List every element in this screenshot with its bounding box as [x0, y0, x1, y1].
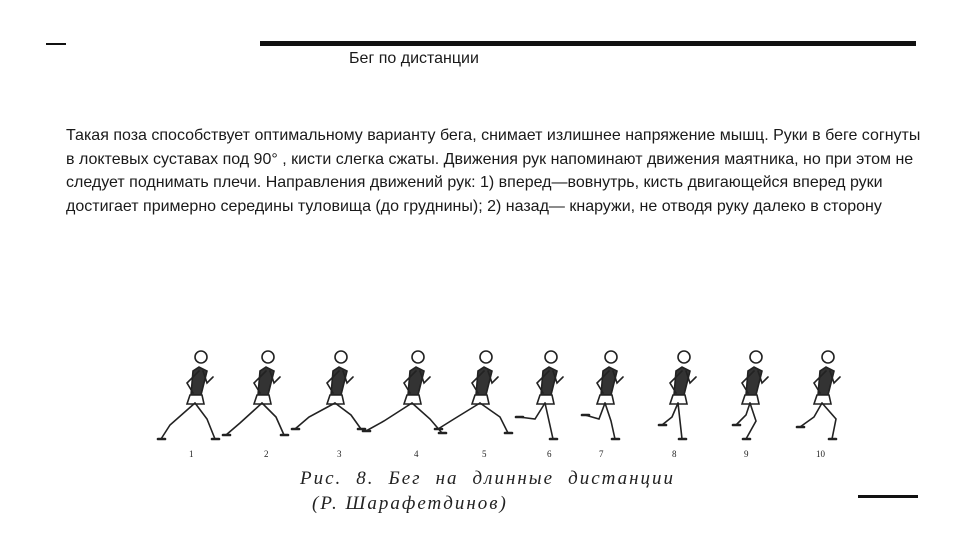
runner-figure: [733, 351, 768, 439]
slide-title: Бег по дистанции: [349, 50, 479, 67]
figure-caption: [300, 466, 720, 516]
runner-figure: [292, 351, 365, 429]
frame-number-label: 2: [264, 449, 269, 459]
frame-number-label: 4: [414, 449, 419, 459]
caption-line-1: [300, 466, 720, 491]
runner-figure: [659, 351, 696, 439]
runner-figure: [516, 351, 563, 439]
caption-word: Рис.: [300, 468, 343, 489]
frame-number-label: 6: [547, 449, 552, 459]
runner-figure: [797, 351, 840, 439]
runner-figure: [158, 351, 219, 439]
caption-word: Бег: [388, 468, 422, 489]
frame-number-label: 9: [744, 449, 749, 459]
top-left-rule: [46, 43, 66, 45]
runner-figure: [223, 351, 288, 435]
frame-number-label: 1: [189, 449, 194, 459]
runner-sequence-drawing: [150, 335, 850, 465]
caption-word: дистанции: [568, 468, 676, 489]
slide-body-text: Такая поза способствует оптимальному варианту бега, снимает излишнее напряжение мышц. Руки в беге согнуты в локтевых суставах под 90° , кисти слегка сжаты. Движения рук напоминают движения маятника, но при этом не следует поднимать плечи. Направления движений рук: 1) вперед—вовнутрь, кисть двигающейся вперед руки достигает примерно середины туловища (до груднины); 2) назад— кнаружи, не отводя руку далеко в сторону: [66, 127, 921, 215]
frame-number-label: 5: [482, 449, 487, 459]
caption-word: 8.: [356, 468, 375, 489]
runner-figure: [435, 351, 512, 433]
runner-figure: [363, 351, 446, 433]
top-rule: [260, 41, 916, 46]
runner-figure: [582, 351, 623, 439]
frame-number-label: 8: [672, 449, 677, 459]
frame-number-label: 7: [599, 449, 604, 459]
bottom-right-rule: [858, 495, 918, 498]
caption-line-2: (Р. Шарафетдинов): [312, 493, 508, 514]
frame-number-label: 10: [816, 449, 825, 459]
caption-word: длинные: [472, 468, 555, 489]
frame-number-label: 3: [337, 449, 342, 459]
caption-word: на: [435, 468, 459, 489]
